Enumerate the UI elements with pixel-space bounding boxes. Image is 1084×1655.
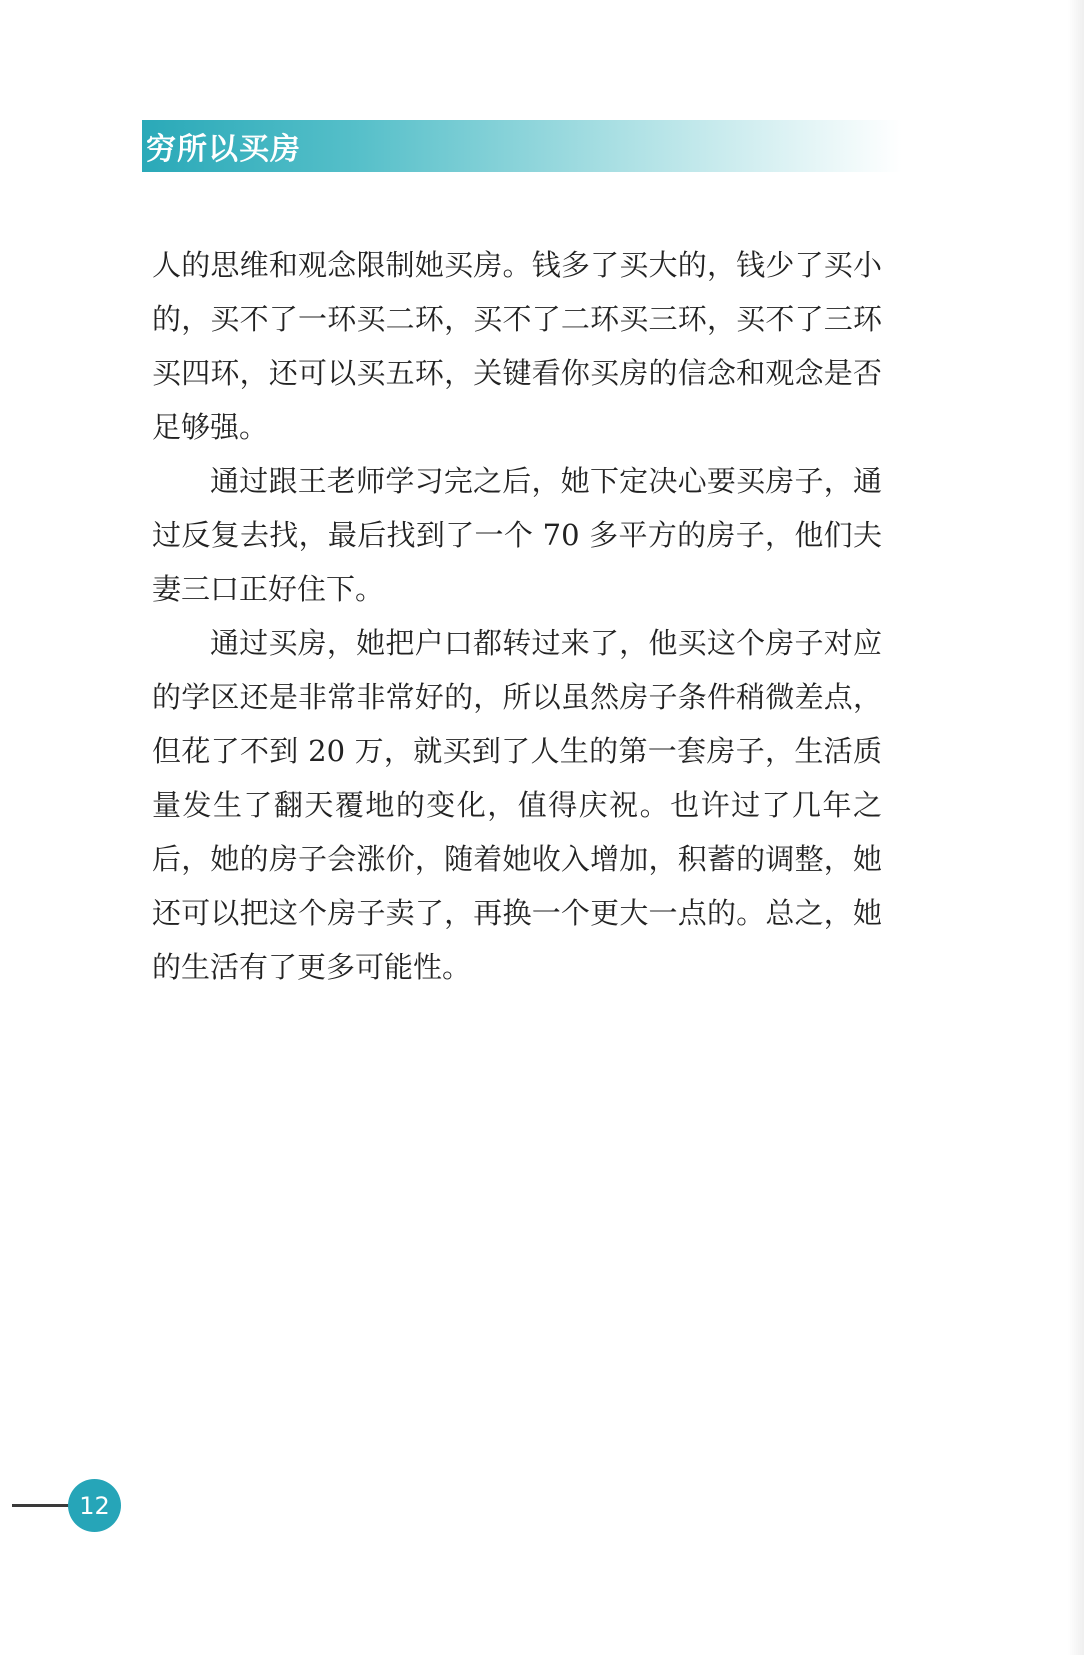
page-number-badge bbox=[68, 1479, 121, 1532]
page-number: 12 bbox=[79, 1491, 110, 1520]
chapter-header-bar bbox=[142, 120, 902, 172]
chapter-title: 穷所以买房 bbox=[146, 132, 301, 167]
page-number-rule bbox=[12, 1504, 72, 1507]
body-text bbox=[152, 238, 882, 994]
page-edge-shadow bbox=[1068, 0, 1084, 1655]
paragraph-1: 人的思维和观念限制她买房。钱多了买大的，钱少了买小的，买不了一环买二环，买不了二环买三环，买不了三环买四环，还可以买五环，关键看你买房的信念和观念是否足够强。 bbox=[152, 248, 882, 444]
paragraph-3: 通过买房，她把户口都转过来了，他买这个房子对应的学区还是非常非常好的，所以虽然房子条件稍微差点，但花了不到 20 万，就买到了人生的第一套房子，生活质量发生了翻天覆地的变化，值得庆祝。也许过了几年之后，她的房子会涨价，随着她收入增加，积蓄的调整，她还可以把这个房子卖了，再换一个更大一点的。总之，她的生活有了更多可能性。 bbox=[152, 626, 882, 984]
paragraph-2: 通过跟王老师学习完之后，她下定决心要买房子，通过反复去找，最后找到了一个 70 多平方的房子，他们夫妻三口正好住下。 bbox=[152, 464, 882, 606]
